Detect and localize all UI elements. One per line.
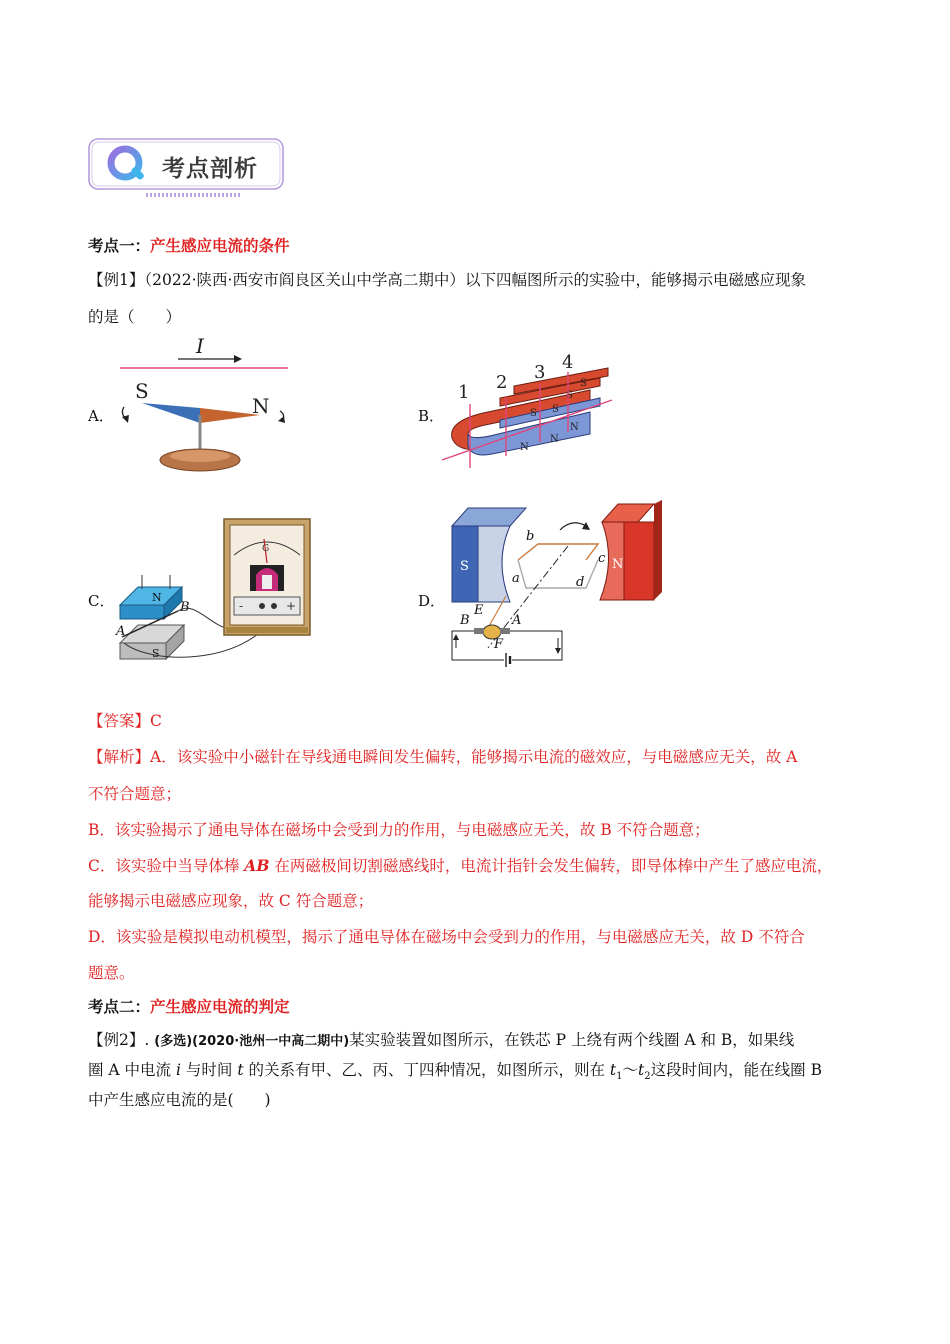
option-c-figure <box>112 515 317 670</box>
brush-b: B <box>460 613 470 628</box>
coil-number-1: 1 <box>458 382 470 403</box>
example2-line2: 圈 A 中电流 i 与时间 t 的关系有甲、乙、丙、丁四种情况，如图所示，则在 $t_1\sim t_2$这段时间内，能在线圈 B <box>88 1061 822 1083</box>
example2-line1: 【例2】. (多选)(2020·池州一中高二期中)某实验装置如图所示，在铁芯 P 上绕有两个线圈 A 和 B，如果线 <box>88 1031 795 1049</box>
meter-plus: + <box>286 599 297 613</box>
brush-a: A <box>512 613 522 628</box>
battery-circuit <box>452 631 562 667</box>
option-a-figure <box>110 335 310 480</box>
horseshoe-magnets <box>452 368 608 455</box>
svg-text:S: S <box>530 408 537 419</box>
d-pole-s: S <box>460 559 469 574</box>
magnet-n-label: N <box>152 591 162 604</box>
example2-tag: 【例2】 <box>88 1031 145 1049</box>
option-d-figure <box>448 500 663 670</box>
conductor-ab: AB <box>244 856 270 875</box>
point2-title: 产生感应电流的判定 <box>150 997 290 1016</box>
example1-source: （2022·陕西·西安市阎良区关山中学高二期中） <box>144 271 465 289</box>
example1-stem-line1 <box>88 270 806 290</box>
analysis-line7: 题意。 <box>88 964 135 982</box>
analysis-line3: B．该实验揭示了通电导体在磁场中会受到力的作用，与电磁感应无关，故 B 不符合题意； <box>88 821 710 839</box>
analysis-line6: D．该实验是模拟电动机模型，揭示了通电导体在磁场中会受到力的作用，与电磁感应无关，故 D 不符合 <box>88 928 805 946</box>
option-c-label: C． <box>88 592 115 610</box>
svg-text:N: N <box>570 422 579 433</box>
brush-f: F <box>494 637 504 652</box>
option-b-figure <box>440 350 615 475</box>
analysis-line2: 不符合题意； <box>88 785 182 803</box>
meter-minus: - <box>239 599 244 613</box>
analysis-line4: C．该实验中当导体棒 AB 在两磁极间切割磁感线时，电流计指针会发生偏转，即导体棒中产生了感应电流， <box>88 856 833 875</box>
multi-select-tag: (多选) <box>154 1034 193 1049</box>
magnet-s-label: S <box>152 647 160 660</box>
svg-text:S: S <box>552 404 559 415</box>
pt-b: b <box>526 529 535 544</box>
pt-a: a <box>512 571 520 586</box>
point1-title: 产生感应电流的条件 <box>150 236 290 255</box>
brush-e: E <box>474 603 484 618</box>
analysis-line1: 【解析】A．该实验中小磁针在导线通电瞬间发生偏转，能够揭示电流的磁效应，与电磁感应无关，故 A <box>88 748 798 766</box>
svg-text:S: S <box>580 378 587 389</box>
d-pole-n: N <box>612 557 624 572</box>
example2-line3: 中产生感应电流的是( ) <box>88 1091 271 1109</box>
example1-stem: 以下四幅图所示的实验中，能够揭示电磁感应现象 <box>464 271 806 289</box>
point1-heading <box>88 236 290 256</box>
galvanometer <box>224 519 310 635</box>
n-magnet <box>120 575 182 619</box>
pt-d: d <box>576 575 585 590</box>
example1-stem-line2: 的是（ ） <box>88 308 182 326</box>
answer-line <box>88 711 162 731</box>
answer-tag: 【答案】 <box>88 712 151 730</box>
s-pole-magnet <box>452 508 526 602</box>
option-d-label: D． <box>418 592 446 610</box>
meter-g-label: G <box>262 544 270 554</box>
coil-number-4: 4 <box>562 352 574 373</box>
analysis-tag: 【解析】 <box>88 748 151 766</box>
option-a-label: A． <box>88 407 114 425</box>
svg-text:N: N <box>520 442 529 453</box>
section-title: 考点剖析 <box>162 156 258 182</box>
needle-s-label: S <box>135 379 149 403</box>
svg-text:S: S <box>566 390 573 401</box>
needle-n-label: N <box>252 394 270 418</box>
answer-value: C <box>150 712 162 730</box>
option-b-label: B． <box>418 407 445 425</box>
search-icon <box>104 142 150 188</box>
n-pole-magnet <box>600 500 662 600</box>
point1-label: 考点一： <box>88 236 151 255</box>
pt-c: c <box>598 551 606 566</box>
point2-heading <box>88 997 290 1017</box>
example1-tag: 【例1】 <box>88 271 145 289</box>
current-label: I <box>196 335 204 358</box>
section-header-badge <box>86 136 288 198</box>
analysis-line5: 能够揭示电磁感应现象，故 C 符合题意； <box>88 892 374 910</box>
rod-end-b: B <box>180 600 190 615</box>
coil-number-2: 2 <box>496 372 508 393</box>
coil-number-3: 3 <box>534 362 546 383</box>
svg-text:N: N <box>550 434 559 445</box>
example2-source: (2020·池州一中高二期中) <box>192 1034 350 1049</box>
rod-end-a: A <box>116 624 126 639</box>
point2-label: 考点二： <box>88 997 151 1016</box>
